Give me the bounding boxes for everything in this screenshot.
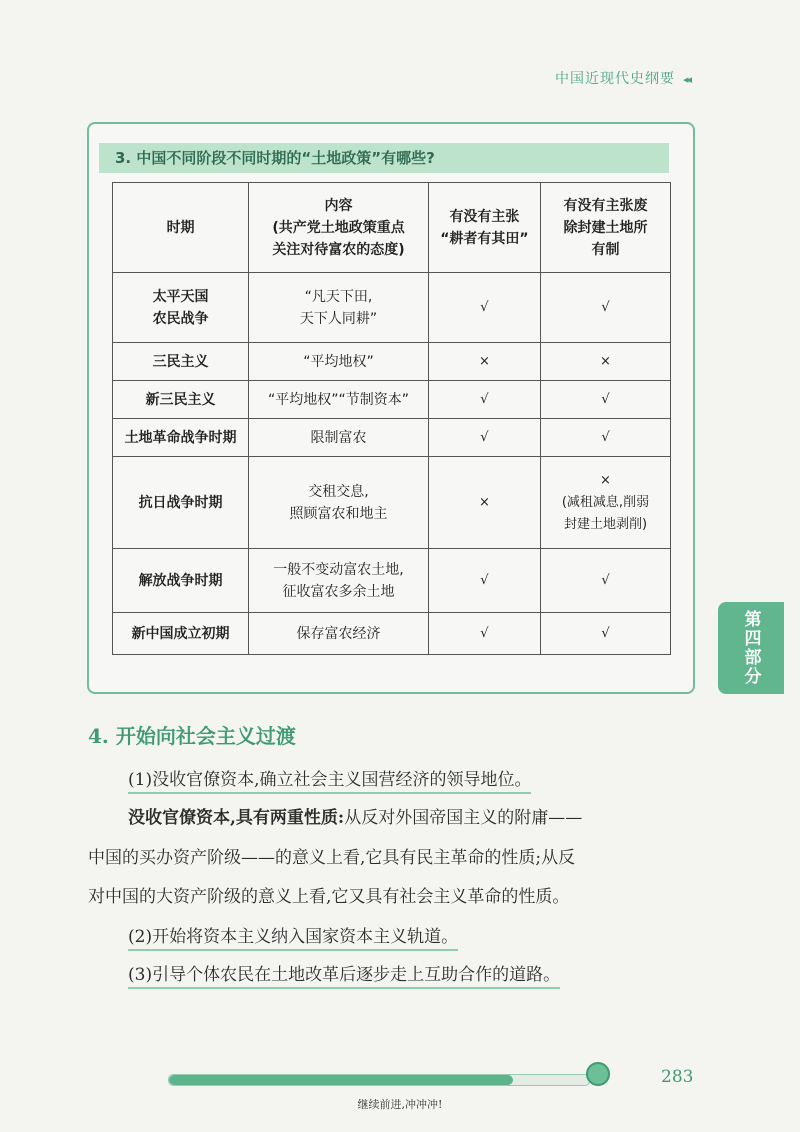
cell-abolish-feudal: √ [540,613,670,655]
item-2 [128,922,458,947]
book-title: 中国近现代史纲要 [554,71,675,87]
cell-land-to-tiller: × [428,343,540,381]
cell-land-to-tiller: √ [428,273,540,343]
part-four-tab[interactable] [718,602,784,694]
cell-land-to-tiller: √ [428,613,540,655]
land-policy-table [112,182,671,655]
table-row [113,273,671,343]
cell-land-to-tiller: √ [428,419,540,457]
table-row [113,419,671,457]
item-1-text: (1)没收官僚资本,确立社会主义国营经济的领导地位。 [128,770,531,794]
table-row [113,457,671,549]
box-title: 3. 中国不同阶段不同时期的“土地政策”有哪些? [99,143,669,173]
cell-land-to-tiller: × [428,457,540,549]
header-land-to-tiller: 有没有主张 “耕者有其田” [428,183,540,273]
cell-period: 三民主义 [113,343,249,381]
cell-abolish-feudal: √ [540,273,670,343]
paragraph-line-1-text: 从反对外国帝国主义的附庸—— [344,808,583,828]
cell-land-to-tiller: √ [428,549,540,613]
reading-progress-bar [168,1074,590,1086]
cell-period: 太平天国 农民战争 [113,273,249,343]
part-four-tab-label: 第四部分 [740,610,761,686]
land-policy-box [87,122,695,694]
footer-slogan: 继续前进,冲冲冲! [357,1098,443,1111]
table-header-row [113,183,671,273]
cell-content: 保存富农经济 [249,613,429,655]
table-row [113,549,671,613]
section-heading: 4. 开始向社会主义过渡 [88,724,296,748]
cell-content: “凡天下田, 天下人同耕” [249,273,429,343]
running-header [555,68,690,88]
cell-period: 土地革命战争时期 [113,419,249,457]
cell-content: 限制富农 [249,419,429,457]
paragraph-line-3: 对中国的大资产阶级的意义上看,它又具有社会主义革命的性质。 [88,887,570,907]
cell-period: 新中国成立初期 [113,613,249,655]
cell-abolish-feudal: × [540,343,670,381]
table-row [113,613,671,655]
item-3-text: (3)引导个体农民在土地改革后逐步走上互助合作的道路。 [128,965,560,989]
header-period: 时期 [113,183,249,273]
cell-period: 新三民主义 [113,381,249,419]
cell-abolish-feudal: √ [540,419,670,457]
header-abolish-feudal: 有没有主张废 除封建土地所 有制 [540,183,670,273]
cell-period: 抗日战争时期 [113,457,249,549]
cell-content: “平均地权” [249,343,429,381]
page-number: 283 [661,1067,694,1087]
cell-abolish-feudal: × (减租减息,削弱 封建土地剥削) [540,457,670,549]
double-arrow-icon: ◂◂ [682,73,690,86]
paragraph-line-2: 中国的买办资产阶级——的意义上看,它具有民主革命的性质;从反 [88,848,576,868]
cell-land-to-tiller: √ [428,381,540,419]
cell-abolish-feudal: √ [540,549,670,613]
cell-content: 一般不变动富农土地, 征收富农多余土地 [249,549,429,613]
item-1 [128,765,531,790]
table-row [113,343,671,381]
paragraph-bold-lead: 没收官僚资本,具有两重性质: [128,808,345,828]
table-row [113,381,671,419]
cell-abolish-feudal: √ [540,381,670,419]
cell-content: “平均地权”“节制资本” [249,381,429,419]
progress-fill [169,1075,513,1085]
item-2-text: (2)开始将资本主义纳入国家资本主义轨道。 [128,927,458,951]
paragraph-line-1 [128,803,582,828]
progress-knob-icon [586,1062,610,1086]
item-3 [128,960,560,985]
cell-period: 解放战争时期 [113,549,249,613]
cell-content: 交租交息, 照顾富农和地主 [249,457,429,549]
header-content: 内容 (共产党土地政策重点 关注对待富农的态度) [249,183,429,273]
